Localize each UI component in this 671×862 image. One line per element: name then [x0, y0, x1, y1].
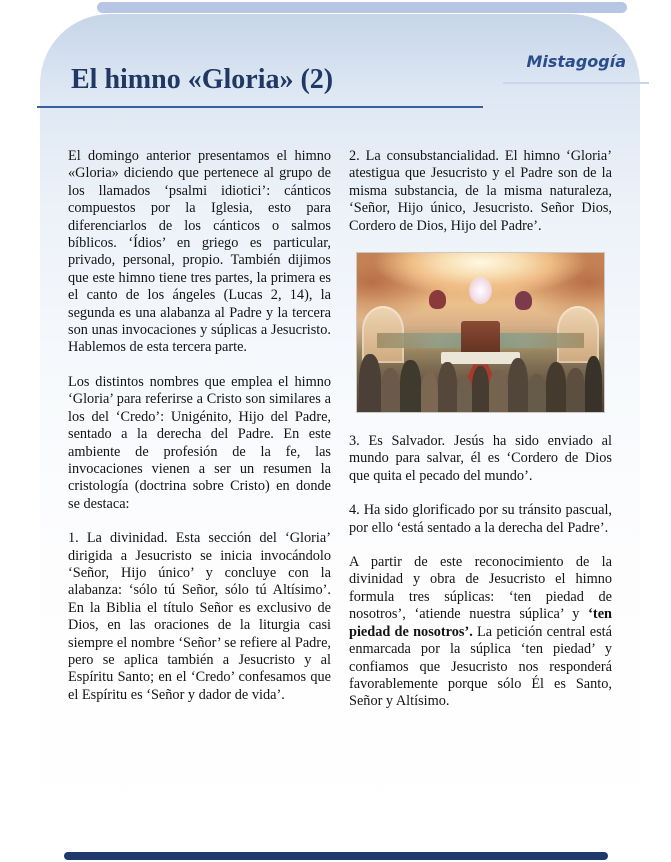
paragraph: 1. La divinidad. Esta sección del ‘Gloria’ dirigida a Jesucristo se inicia invocándolo ‘Señor, Hijo único’ y concluye con la alabanza: ‘sólo tú Señor, sólo tú Altísimo’. En la Biblia el título Señor es exclusivo de Dios, en las oraciones de la liturgia casi siempre el nombre ‘Señor’ se refiere al Padre, pero se aplica también a Jesucristo y al Espíritu Santo; en el ‘Credo’ confesamos que el Espíritu es ‘Señor y dador de vida’.: [68, 530, 331, 703]
photo-congregation: [357, 352, 604, 412]
paragraph: Los distintos nombres que emplea el himno ‘Gloria’ para referirse a Cristo son similares a los del ‘Credo’: Unigénito, Hijo del Padre, sentado a la derecha del Padre. En este ambiente de profesión de la fe, las invocaciones vienen a ser un resumen la cristología (doctrina sobre Cristo) en donde se destaca:: [68, 373, 331, 512]
right-column: [349, 148, 612, 728]
brand-underline: [503, 82, 649, 84]
page-title: El himno «Gloria» (2): [71, 64, 334, 95]
paragraph: 4. Ha sido glorificado por su tránsito pascual, por ello ‘está sentado a la derecha del Padre’.: [349, 502, 612, 536]
photo-left-figure: [429, 290, 446, 309]
content-panel: [40, 14, 640, 848]
left-column: [68, 148, 331, 728]
photo-central-figure: [469, 277, 491, 304]
church-mass-photo: [356, 252, 605, 413]
paragraph: El domingo anterior presentamos el himno «Gloria» diciendo que pertenece al grupo de los llamados ‘psalmi idiotici’: cánticos compuestos por la Iglesia, esto para diferenciarlos de los cánticos o salmos bíblicos. ‘Ídios’ en griego es particular, privado, personal, propio. También dijimos que este himno tiene tres partes, la primera es el canto de los ángeles (Lucas 2, 14), la segunda es una alabanza al Padre y la tercera son unas invocaciones y súplicas a Jesucristo. Hablemos de esta tercera parte.: [68, 148, 331, 356]
paragraph: A partir de este reconocimiento de la divinidad y obra de Jesucristo el himno formula tres súplicas: ‘ten piedad de nosotros’, ‘atiende nuestra súplica’ y ‘ten piedad de nosotros’. La petición central está enmarcada por la súplica ‘ten piedad’ y confiamos que Jesucristo nos responderá favorablemente porque sólo Él es Santo, Señor y Altísimo.: [349, 554, 612, 710]
photo-right-figure: [515, 291, 532, 310]
title-underline: [37, 106, 483, 108]
paragraph: 2. La consubstancialidad. El himno ‘Gloria’ atestigua que Jesucristo y el Padre son de la misma substancia, de la misma naturaleza, ‘Señor, Hijo único, Jesucristo. Señor Dios, Cordero de Dios, Hijo del Padre’.: [349, 148, 612, 234]
footer-bar: [64, 852, 608, 860]
paragraph: 3. Es Salvador. Jesús ha sido enviado al mundo para salvar, él es ‘Cordero de Dios que quita el pecado del mundo’.: [349, 433, 612, 484]
brand-label: Mistagogía: [526, 52, 626, 71]
text-columns: [68, 134, 612, 728]
top-accent-bar: [97, 2, 627, 13]
